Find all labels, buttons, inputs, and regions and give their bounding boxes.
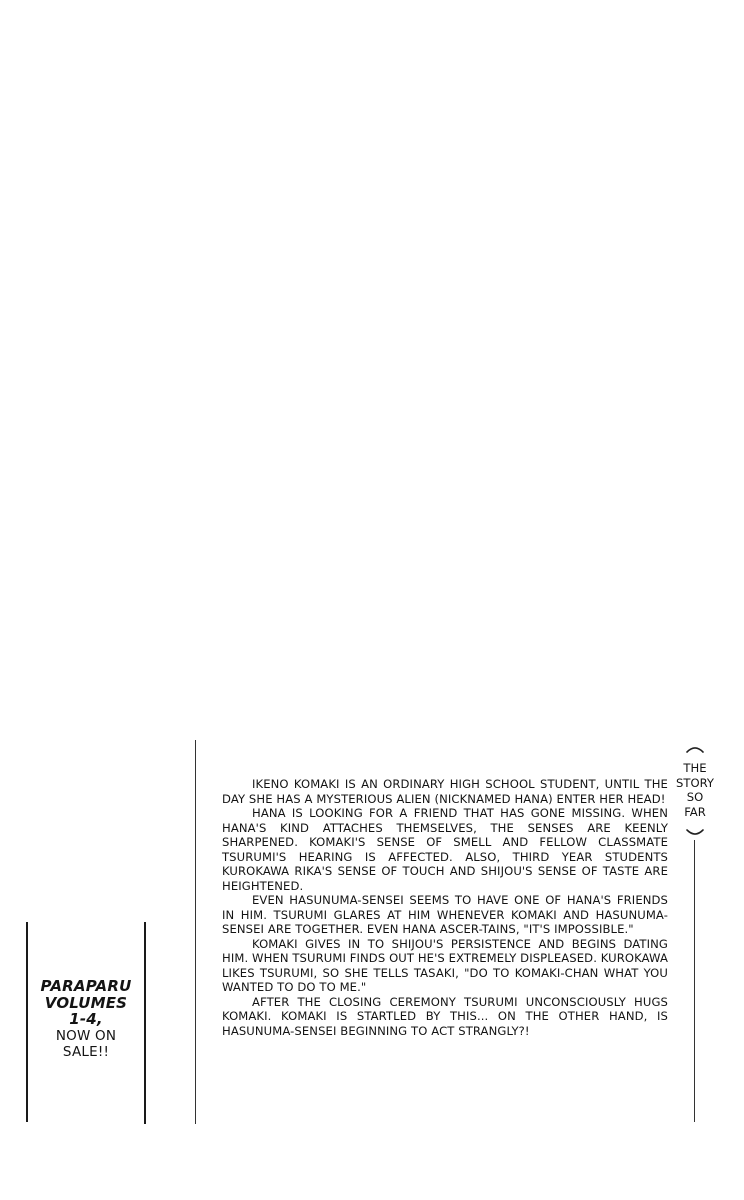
story-so-far-label — [668, 761, 722, 819]
marker-line-4: FAR — [684, 804, 706, 819]
advert-text — [30, 978, 142, 1060]
advert-left-rule — [26, 922, 28, 1122]
story-so-far-marker — [668, 740, 722, 1124]
advert-title-line-1: PARAPARU — [40, 977, 132, 995]
center-divider — [195, 740, 196, 1124]
marker-line-1: THE — [683, 761, 707, 775]
chevron-down-icon — [685, 828, 705, 840]
advert-right-rule — [144, 922, 146, 1124]
advert-title-line-3: 1-4, — [69, 1010, 103, 1028]
advert-line-5: SALE!! — [62, 1043, 110, 1060]
story-paragraph: KOMAKI GIVES IN TO SHIJOU'S PERSISTENCE AND BEGINS DATING HIM. WHEN TSURUMI FINDS OUT HE'S EXTREMELY DISPLEASED. KUROKAWA LIKES TSURUMI, SO SHE TELLS TASAKI, "DO TO KOMAKI-CHAN WHAT YOU WANTED TO DO TO ME." — [222, 936, 668, 994]
story-paragraph: AFTER THE CLOSING CEREMONY TSURUMI UNCONSCIOUSLY HUGS KOMAKI. KOMAKI IS STARTLED BY THIS... ON THE OTHER HAND, IS HASUNUMA-SENSEI BEGINNING TO ACT STRANGLY?! — [222, 994, 668, 1038]
advert-box — [26, 922, 148, 1124]
chevron-up-icon — [685, 742, 705, 754]
marker-vertical-rule — [694, 840, 695, 1122]
advert-title-line-2: VOLUMES — [44, 993, 128, 1012]
marker-line-3: SO — [686, 790, 704, 804]
story-paragraph: IKENO KOMAKI IS AN ORDINARY HIGH SCHOOL STUDENT, UNTIL THE DAY SHE HAS A MYSTERIOUS ALIEN (NICKNAMED HANA) ENTER HER HEAD! — [222, 777, 668, 806]
story-paragraph: EVEN HASUNUMA-SENSEI SEEMS TO HAVE ONE OF HANA'S FRIENDS IN HIM. TSURUMI GLARES AT HIM WHENEVER KOMAKI AND HASUNUMA-SENSEI ARE TOGETHER. EVEN HANA ASCER-TAINS, "IT'S IMPOSSIBLE." — [222, 893, 668, 936]
story-paragraph: HANA IS LOOKING FOR A FRIEND THAT HAS GONE MISSING. WHEN HANA'S KIND ATTACHES THEMSELVES, THE SENSES ARE KEENLY SHARPENED. KOMAKI'S SENSE OF SMELL AND FELLOW CLASSMATE TSURUMI'S HEARING IS AFFECTED. ALSO, THIRD YEAR STUDENTS KUROKAWA RIKA'S SENSE OF TOUCH AND SHIJOU'S SENSE OF TASTE ARE HEIGHTENED. — [222, 806, 668, 893]
marker-line-2: STORY — [676, 775, 714, 790]
advert-line-4: NOW ON — [55, 1027, 117, 1044]
story-summary — [222, 777, 668, 1038]
